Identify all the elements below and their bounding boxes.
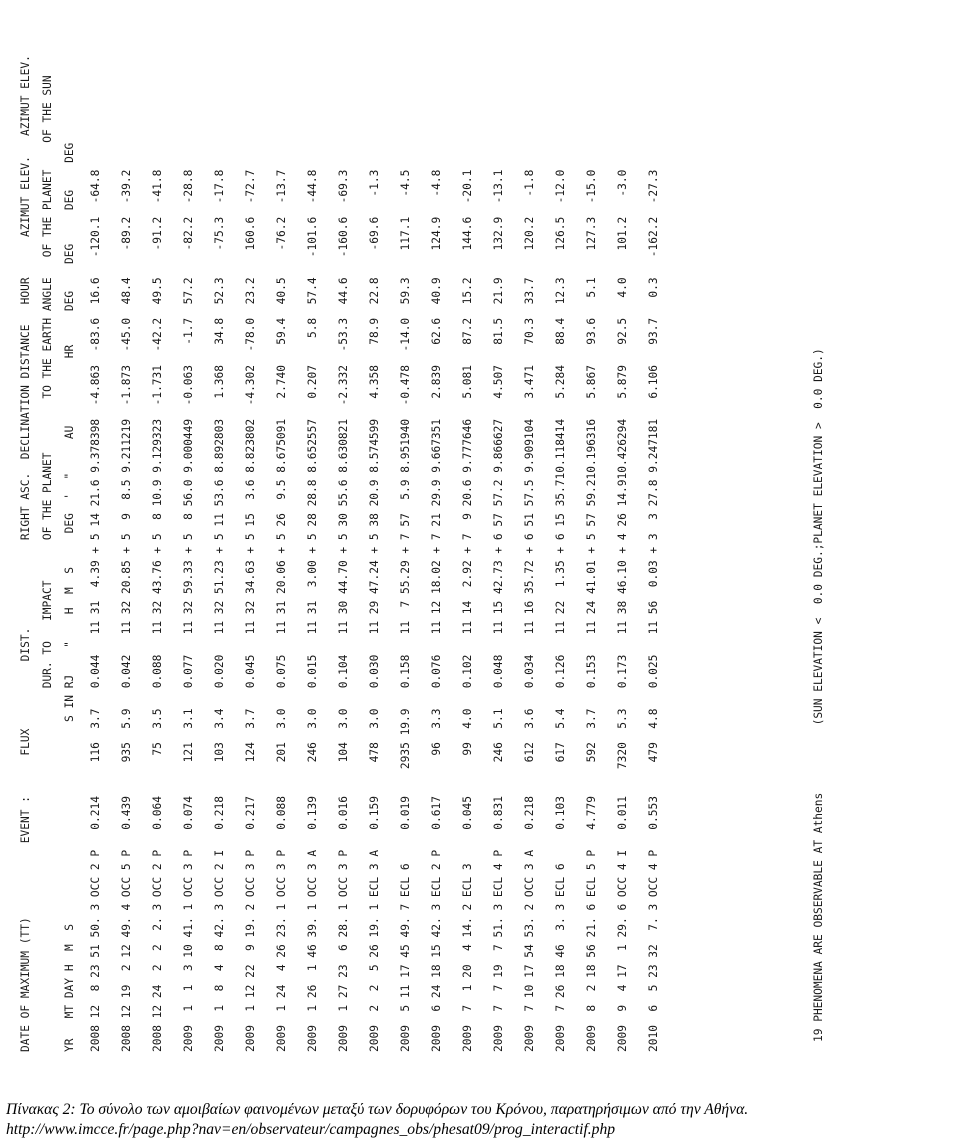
row-text: 2009 8 2 18 56 21. 6 ECL 5 P 4.779 592 3.7 0.153 11 24 41.01 + 5 57 59.210.196316 5.867 93.6 5.1 127.3 -15.0: [585, 169, 598, 1052]
table-row: [328, 55, 359, 1052]
footer-observable-count: 19 PHENOMENA ARE OBSERVABLE AT Athens: [812, 792, 825, 1042]
table-row: [483, 55, 514, 1052]
header-line-2: DUR. TO IMPACT OF THE PLANET TO THE EARTH ANGLE OF THE PLANET OF THE SUN: [40, 75, 54, 1052]
row-text: 2009 6 24 18 15 42. 3 ECL 2 P 0.617 96 3.3 0.076 11 12 18.02 + 7 21 29.9 9.667351 2.839 62.6 40.9 124.9 -4.8: [430, 169, 443, 1052]
ephemeris-table: [14, 55, 669, 1052]
header-line-1: DATE OF MAXIMUM (TT) EVENT : FLUX DIST. RIGHT ASC. DECLINATION DISTANCE HOUR AZIMUT ELEV. AZIMUT ELEV.: [18, 55, 32, 1052]
table-row: [390, 55, 421, 1052]
row-text: 2009 7 1 20 4 14. 2 ECL 3 0.045 99 4.0 0.102 11 14 2.92 + 7 9 20.6 9.777646 5.081 87.2 15.2 144.6 -20.1: [461, 169, 474, 1052]
row-text: 2008 12 8 23 51 50. 3 OCC 2 P 0.214 116 3.7 0.044 11 31 4.39 + 5 14 21.6 9.378398 -4.863 -83.6 16.6 -120.1 -64.8: [89, 169, 102, 1052]
row-text: 2009 1 1 3 10 41. 1 OCC 3 P 0.074 121 3.1 0.077 11 32 59.33 + 5 8 56.0 9.000449 -0.063 -1.7 57.2 -82.2 -28.8: [182, 169, 195, 1052]
row-text: 2009 7 7 19 7 51. 3 ECL 4 P 0.831 246 5.1 0.048 11 15 42.73 + 6 57 57.2 9.866627 4.507 81.5 21.9 132.9 -13.1: [492, 169, 505, 1052]
table-row: [235, 55, 266, 1052]
table-row: [266, 55, 297, 1052]
header-row: [36, 55, 58, 1052]
row-text: 2008 12 19 2 12 49. 4 OCC 5 P 0.439 935 5.9 0.042 11 32 20.85 + 5 9 8.5 9.211219 -1.873 -45.0 48.4 -89.2 -39.2: [120, 169, 133, 1052]
table-row: [421, 55, 452, 1052]
header-row: [58, 55, 80, 1052]
row-text: 2009 7 26 18 46 3. 3 ECL 6 0.103 617 5.4 0.126 11 22 1.35 + 6 15 35.710.118414 5.284 88.4 12.3 126.5 -12.0: [554, 169, 567, 1052]
table-row: [607, 55, 638, 1052]
row-text: 2009 1 26 1 46 39. 1 OCC 3 A 0.139 246 3.0 0.015 11 31 3.00 + 5 28 28.8 8.652557 0.207 5.8 57.4 -101.6 -44.8: [306, 169, 319, 1052]
table-row: [204, 55, 235, 1052]
row-text: 2009 9 4 17 1 29. 6 OCC 4 I 0.011 7320 5.3 0.173 11 38 46.10 + 4 26 14.910.426294 5.879 92.5 4.0 101.2 -3.0: [616, 169, 629, 1052]
table-row: [142, 55, 173, 1052]
table-row: [80, 55, 111, 1052]
header-row: [14, 55, 36, 1052]
row-text: 2009 7 10 17 54 53. 2 OCC 3 A 0.218 612 3.6 0.034 11 16 35.72 + 6 51 57.5 9.909104 3.471 70.3 33.7 120.2 -1.8: [523, 169, 536, 1052]
footer-conditions: (SUN ELEVATION < 0.0 DEG.;PLANET ELEVATION > 0.0 DEG.): [812, 348, 825, 726]
table-row: [576, 55, 607, 1052]
footer-gap: [812, 725, 825, 792]
header-line-3: YR MT DAY H M S S IN RJ " H M S DEG ' " AU HR DEG DEG DEG DEG: [62, 142, 76, 1052]
row-text: 2009 2 2 5 26 19. 1 ECL 3 A 0.159 478 3.0 0.030 11 29 47.24 + 5 38 20.9 8.574599 4.358 78.9 22.8 -69.6 -1.3: [368, 169, 381, 1052]
row-text: 2008 12 24 2 2 2. 3 OCC 2 P 0.064 75 3.5 0.088 11 32 43.76 + 5 8 10.9 9.129323 -1.731 -42.2 49.5 -91.2 -41.8: [151, 169, 164, 1052]
table-row: [514, 55, 545, 1052]
table-row: [545, 55, 576, 1052]
caption-text: Πίνακας 2: Το σύνολο των αμοιβαίων φαινομένων μεταξύ των δορυφόρων του Κρόνου, παρατηρήσιμων από την Αθήνα.: [6, 1101, 749, 1118]
table-row: [173, 55, 204, 1052]
table-row: [452, 55, 483, 1052]
row-text: 2009 5 11 17 45 49. 7 ECL 6 0.019 2935 19.9 0.158 11 7 55.29 + 7 57 5.9 8.951940 -0.478 -14.0 59.3 117.1 -4.5: [399, 169, 412, 1052]
table-row: [638, 55, 669, 1052]
row-text: 2010 6 5 23 32 7. 3 OCC 4 P 0.553 479 4.8 0.025 11 56 0.03 + 3 3 27.8 9.247181 6.106 93.7 0.3 -162.2 -27.3: [647, 169, 660, 1052]
table-row: [359, 55, 390, 1052]
row-text: 2009 1 27 23 6 28. 1 OCC 3 P 0.016 104 3.0 0.104 11 30 44.70 + 5 30 55.6 8.630821 -2.332 -53.3 44.6 -160.6 -69.3: [337, 169, 350, 1052]
table-row: [111, 55, 142, 1052]
row-text: 2009 1 24 4 26 23. 1 OCC 3 P 0.088 201 3.0 0.075 11 31 20.06 + 5 26 9.5 8.675091 2.740 59.4 40.5 -76.2 -13.7: [275, 169, 288, 1052]
caption-source-url: http://www.imcce.fr/page.php?nav=en/observateur/campagnes_obs/phesat09/prog_interactif.php: [6, 1121, 616, 1138]
row-text: 2009 1 8 4 8 42. 3 OCC 2 I 0.218 103 3.4 0.020 11 32 51.23 + 5 11 53.6 8.892803 1.368 34.8 52.3 -75.3 -17.8: [213, 169, 226, 1052]
row-text: 2009 1 12 22 9 19. 2 OCC 3 P 0.217 124 3.7 0.045 11 32 34.63 + 5 15 3.6 8.823802 -4.302 -78.0 23.2 160.6 -72.7: [244, 169, 257, 1052]
table-row: [297, 55, 328, 1052]
table-footer: [812, 348, 825, 1042]
figure-caption: [6, 1100, 956, 1140]
